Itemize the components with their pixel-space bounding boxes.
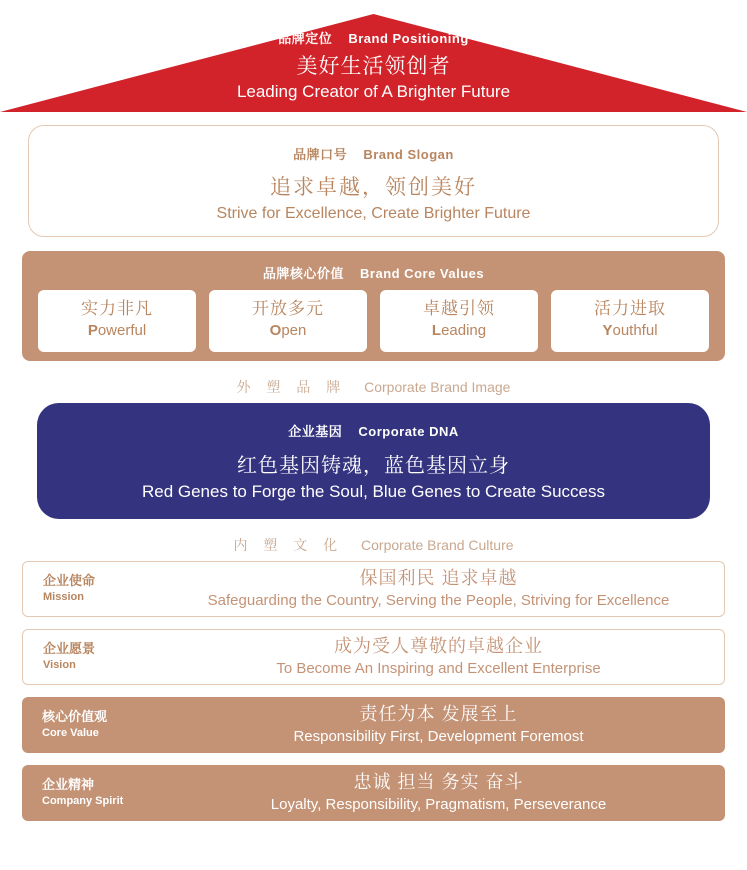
corporate-dna-label — [37, 403, 710, 440]
core-value-card-en-initial: Y — [602, 322, 613, 340]
brand-positioning-text-cn: 美好生活领创者 — [296, 55, 451, 78]
statement-text-en: Loyalty, Responsibility, Pragmatism, Perseverance — [270, 795, 607, 813]
divider-corporate-brand-culture — [0, 535, 747, 555]
brand-core-values-label — [22, 251, 725, 282]
brand-slogan-box — [28, 125, 719, 237]
brand-positioning-label-cn: 品牌定位 — [278, 31, 333, 46]
core-value-card-en-initial: O — [269, 322, 282, 340]
core-value-card-en-rest: pen — [281, 322, 307, 340]
core-value-card — [209, 290, 367, 352]
statement-text-en: Safeguarding the Country, Serving the People, Striving for Excellence — [207, 591, 670, 609]
core-value-card-en — [551, 320, 709, 341]
statement-row-vision — [22, 629, 725, 685]
brand-slogan-label-cn: 品牌口号 — [293, 147, 348, 162]
brand-positioning-roof — [0, 0, 747, 112]
corporate-dna-box — [37, 403, 710, 519]
brand-positioning-content — [0, 28, 747, 104]
statement-label-cn: 核心价值观 — [42, 709, 108, 725]
brand-core-values-label-en: Brand Core Values — [360, 266, 485, 281]
core-value-card-list — [22, 290, 725, 352]
statement-label-cn: 企业使命 — [43, 573, 96, 589]
brand-core-values-label-cn: 品牌核心价值 — [262, 266, 344, 281]
statement-text-cn: 成为受人尊敬的卓越企业 — [334, 636, 543, 657]
divider-internal-en: Corporate Brand Culture — [361, 537, 514, 553]
core-value-card — [38, 290, 196, 352]
corporate-dna-text-cn: 红色基因铸魂，蓝色基因立身 — [237, 455, 510, 477]
statement-text-cn: 保国利民 追求卓越 — [359, 568, 518, 589]
corporate-dna-text-en: Red Genes to Forge the Soul, Blue Genes to Create Success — [141, 482, 606, 501]
core-value-card-cn: 卓越引领 — [423, 299, 495, 318]
statement-text-cn: 责任为本 发展至上 — [359, 704, 518, 725]
statement-label-company-spirit — [22, 777, 172, 808]
core-value-card-cn: 活力进取 — [594, 299, 666, 318]
statement-label-cn: 企业愿景 — [43, 641, 96, 657]
brand-slogan-label — [29, 126, 718, 163]
core-value-card-en — [380, 320, 538, 341]
brand-positioning-label — [0, 28, 747, 47]
statement-label-core-value — [22, 709, 172, 740]
divider-external-en: Corporate Brand Image — [364, 379, 511, 395]
statement-label-en: Company Spirit — [42, 795, 124, 808]
core-value-card-en — [209, 320, 367, 341]
brand-slogan-text-cn: 追求卓越，领创美好 — [270, 176, 477, 199]
statement-row-company-spirit — [22, 765, 725, 821]
divider-external-cn: 外 塑 品 牌 — [236, 379, 347, 395]
statement-label-en: Mission — [43, 591, 84, 604]
statement-text-core-value — [172, 703, 725, 747]
statement-text-vision — [173, 635, 724, 679]
statement-text-en: To Become An Inspiring and Excellent Enterprise — [276, 659, 601, 677]
statement-label-en: Core Value — [42, 727, 99, 740]
brand-positioning-label-en: Brand Positioning — [348, 31, 469, 46]
statement-row-mission — [22, 561, 725, 617]
corporate-dna-label-en: Corporate DNA — [358, 424, 459, 439]
core-value-card-en-initial: P — [87, 322, 98, 340]
statement-text-en: Responsibility First, Development Foremost — [293, 727, 584, 745]
statement-label-cn: 企业精神 — [42, 777, 95, 793]
statement-label-vision — [23, 641, 173, 672]
brand-positioning-text-en: Leading Creator of A Brighter Future — [236, 82, 511, 102]
core-value-card-cn: 实力非凡 — [81, 299, 153, 318]
brand-slogan-label-en: Brand Slogan — [363, 147, 454, 162]
divider-internal-cn: 内 塑 文 化 — [233, 537, 344, 553]
core-value-card-en-rest: eading — [441, 322, 487, 340]
core-value-card — [551, 290, 709, 352]
core-value-card — [380, 290, 538, 352]
statement-label-mission — [23, 573, 173, 604]
brand-slogan-text-en: Strive for Excellence, Create Brighter Future — [216, 205, 531, 223]
core-value-card-en-rest: outhful — [612, 322, 658, 340]
core-value-card-en-rest: owerful — [97, 322, 147, 340]
statement-label-en: Vision — [43, 659, 76, 672]
statement-text-mission — [173, 567, 724, 611]
statement-text-company-spirit — [172, 771, 725, 815]
statement-row-core-value — [22, 697, 725, 753]
core-value-card-cn: 开放多元 — [252, 299, 324, 318]
corporate-dna-label-cn: 企业基因 — [288, 424, 343, 439]
divider-corporate-brand-image — [0, 377, 747, 397]
statement-text-cn: 忠诚 担当 务实 奋斗 — [353, 772, 524, 793]
brand-core-values-box — [22, 251, 725, 361]
core-value-card-en-initial: L — [431, 322, 442, 340]
core-value-card-en — [38, 320, 196, 341]
culture-statement-list — [22, 561, 725, 821]
